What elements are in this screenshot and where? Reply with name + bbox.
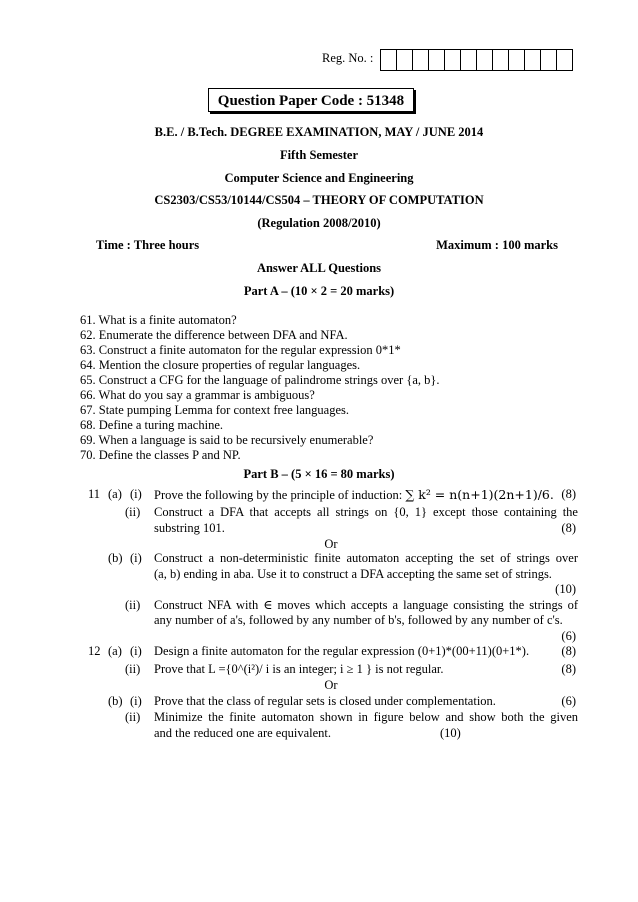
q12-b-ii-marks: (10)	[440, 726, 461, 740]
q11-b-i-line1: Construct a non-deterministic finite automaton accepting the set of strings over	[154, 551, 578, 565]
part-a-questions	[80, 313, 600, 463]
q11-a-ii-marks: (8)	[561, 521, 576, 535]
reg-no-box[interactable]	[429, 50, 445, 70]
q11-b-ii-line2: any number of a's, followed by any number of b's, followed by any number of c's.	[154, 613, 563, 627]
q11-number: 11	[88, 487, 101, 501]
q12-number: 12	[88, 644, 101, 658]
q11-a-ii-label: (ii)	[125, 505, 141, 519]
question-paper-code: Question Paper Code : 51348	[208, 88, 414, 112]
q12-a-ii-label: (ii)	[125, 662, 141, 676]
q11-b-i-line2: (a, b) ending in aba. Use it to construct a DFA accepting the same set of strings.	[154, 567, 552, 581]
q11-a-i-text	[154, 487, 554, 503]
list-item: 67. State pumping Lemma for context free languages.	[80, 403, 350, 417]
q12-b-ii-line2: and the reduced one are equivalent.	[154, 726, 331, 740]
reg-no-box[interactable]	[381, 50, 397, 70]
q12-a-ii-text: Prove that L ={0^(i²)/ i is an integer; i ≥ 1 } is not regular.	[154, 662, 444, 676]
q11-b-ii-marks: (6)	[561, 629, 576, 643]
q11-a-i-label: (i)	[130, 487, 142, 501]
reg-no-box[interactable]	[541, 50, 557, 70]
sum-formula: ∑ k² = n(n+1)(2n+1)/6.	[405, 487, 554, 502]
q11-a-ii-line1: Construct a DFA that accepts all strings on {0, 1} except those containing the	[154, 505, 578, 519]
q11-b-i-label: (i)	[130, 551, 142, 565]
time-label: Time : Three hours	[96, 238, 200, 252]
part-b-title: Part B – (5 × 16 = 80 marks)	[243, 467, 395, 481]
list-item: 63. Construct a finite automaton for the regular expression 0*1*	[80, 343, 401, 357]
list-item: 69. When a language is said to be recursively enumerable?	[80, 433, 374, 447]
exam-title: B.E. / B.Tech. DEGREE EXAMINATION, MAY / JUNE 2014	[154, 125, 484, 139]
part-a-title: Part A – (10 × 2 = 20 marks)	[243, 284, 395, 298]
reg-no-box[interactable]	[445, 50, 461, 70]
reg-no-label: Reg. No. :	[322, 51, 374, 65]
q11-a-ii-line2: substring 101.	[154, 521, 225, 535]
q11-b-ii-label: (ii)	[125, 598, 141, 612]
list-item: 66. What do you say a grammar is ambiguous?	[80, 388, 315, 402]
q11-a-i-statement: Prove the following by the principle of induction:	[154, 488, 403, 502]
q12-a-i-text: Design a finite automaton for the regular expression (0+1)*(00+11)(0+1*).	[154, 644, 530, 658]
regulation: (Regulation 2008/2010)	[257, 216, 381, 230]
q12-b-ii-line1: Minimize the finite automaton shown in figure below and show both the given	[154, 710, 578, 724]
reg-no-box[interactable]	[557, 50, 572, 70]
department: Computer Science and Engineering	[224, 171, 414, 185]
or-divider: Or	[324, 537, 338, 551]
q12-a-i-marks: (8)	[561, 644, 576, 658]
list-item: 61. What is a finite automaton?	[80, 313, 237, 327]
q11-b-label: (b)	[108, 551, 123, 565]
list-item: 65. Construct a CFG for the language of palindrome strings over {a, b}.	[80, 373, 440, 387]
reg-no-boxes[interactable]	[380, 49, 573, 71]
q12-b-ii-label: (ii)	[125, 710, 141, 724]
q11-b-i-marks: (10)	[555, 582, 576, 596]
or-divider: Or	[324, 678, 338, 692]
semester: Fifth Semester	[279, 148, 359, 162]
q12-a-label: (a)	[108, 644, 122, 658]
q11-b-ii-line1: Construct NFA with ∈ moves which accepts a language consisting the strings of	[154, 598, 578, 612]
q11-a-label: (a)	[108, 487, 122, 501]
list-item: 64. Mention the closure properties of regular languages.	[80, 358, 361, 372]
q12-b-i-marks: (6)	[561, 694, 576, 708]
list-item: 62. Enumerate the difference between DFA and NFA.	[80, 328, 348, 342]
list-item: 68. Define a turing machine.	[80, 418, 224, 432]
reg-no-box[interactable]	[493, 50, 509, 70]
reg-no-box[interactable]	[461, 50, 477, 70]
instruction: Answer ALL Questions	[256, 261, 382, 275]
reg-no-box[interactable]	[509, 50, 525, 70]
q12-a-ii-marks: (8)	[561, 662, 576, 676]
q12-a-i-label: (i)	[130, 644, 142, 658]
reg-no-box[interactable]	[525, 50, 541, 70]
q12-b-i-text: Prove that the class of regular sets is closed under complementation.	[154, 694, 496, 708]
subject: CS2303/CS53/10144/CS504 – THEORY OF COMPUTATION	[154, 193, 484, 207]
q12-b-i-label: (i)	[130, 694, 142, 708]
list-item: 70. Define the classes P and NP.	[80, 448, 241, 462]
reg-no-box[interactable]	[413, 50, 429, 70]
reg-no-box[interactable]	[477, 50, 493, 70]
reg-no-box[interactable]	[397, 50, 413, 70]
max-marks-label: Maximum : 100 marks	[436, 238, 558, 252]
q12-b-label: (b)	[108, 694, 123, 708]
q11-a-i-marks: (8)	[561, 487, 576, 501]
